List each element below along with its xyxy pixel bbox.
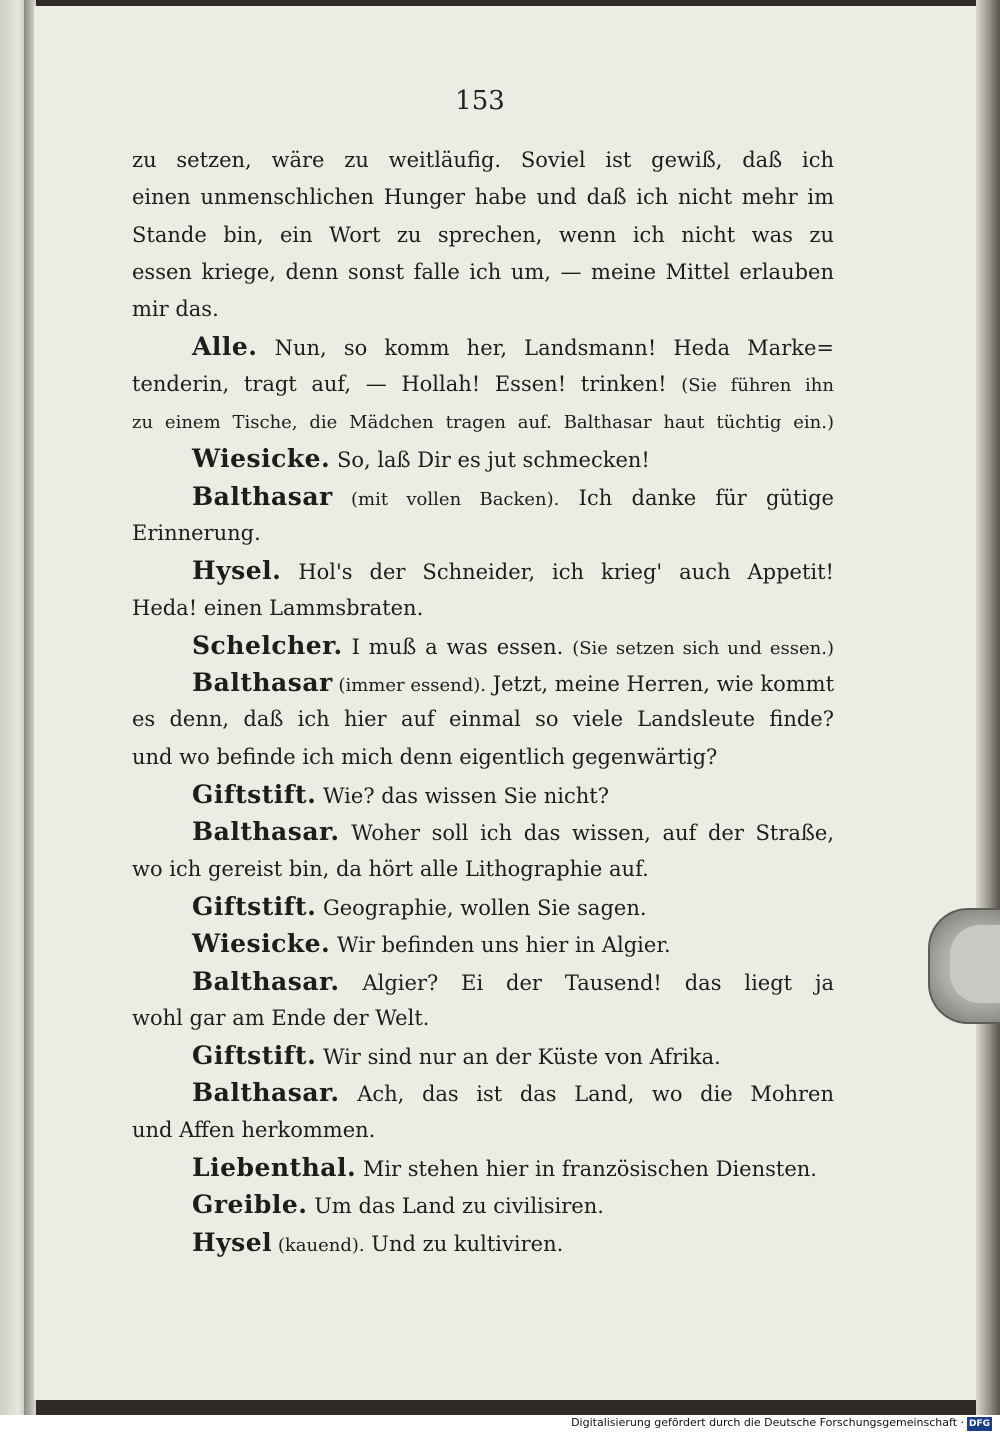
dialogue-text: essen kriege, denn sonst falle ich um, — meine Mittel erlauben (132, 259, 834, 284)
text-line (132, 515, 834, 552)
page-clip-inner (950, 925, 1000, 1003)
text-line (132, 1000, 834, 1037)
text-line (132, 739, 834, 776)
dialogue-text: Jetzt, meine Herren, wie kommt (485, 672, 834, 697)
speaker-name: Liebenthal. (192, 1153, 357, 1183)
speaker-name: Giftstift. (192, 891, 317, 921)
dialogue-text: wohl gar am Ende der Welt. (132, 1005, 430, 1030)
dialogue-text: zu setzen, wäre zu weitläufig. Soviel ist gewiß, daß ich (132, 148, 834, 172)
text-line (132, 1074, 834, 1111)
speaker-name: Balthasar (192, 668, 333, 698)
text-line (132, 1186, 834, 1223)
text-line (132, 328, 834, 365)
text-line (132, 1037, 834, 1074)
dialogue-text: Wir sind nur an der Küste von Afrika. (316, 1045, 721, 1070)
text-line (132, 366, 834, 403)
text-line (132, 478, 834, 515)
dialogue-text: So, laß Dir es jut schmecken! (330, 448, 650, 473)
text-line (132, 440, 834, 477)
dialogue-text: tenderin, tragt auf, — Hollah! Essen! trinken! (132, 371, 682, 396)
text-line (132, 1112, 834, 1149)
speaker-name: Wiesicke. (192, 929, 331, 959)
text-line (132, 291, 834, 328)
dialogue-text: einen unmenschlichen Hunger habe und daß ich nicht mehr im (132, 185, 834, 210)
page-number: 153 (455, 86, 505, 116)
dialogue-text: es denn, daß ich hier auf einmal so viele Landsleute finde? (132, 707, 834, 732)
speaker-name: Hysel (192, 1227, 273, 1257)
dialogue-text: Geographie, wollen Sie sagen. (316, 895, 647, 920)
dialogue-text: Um das Land zu civilisiren. (307, 1194, 604, 1219)
speaker-name: Balthasar. (192, 1078, 340, 1108)
body-text (132, 142, 834, 1261)
dfg-logo: DFG (968, 1419, 990, 1429)
text-line (132, 254, 834, 291)
dialogue-text: wo ich gereist bin, da hört alle Lithographie auf. (132, 856, 649, 881)
dialogue-text: Wie? das wissen Sie nicht? (316, 784, 609, 809)
text-line (132, 776, 834, 813)
dialogue-text: I muß a was essen. (342, 634, 573, 659)
text-line (132, 142, 834, 179)
text-line (132, 1149, 834, 1186)
text-line (132, 813, 834, 850)
digitization-credit: Digitalisierung gefördert durch die Deutsche Forschungsgemeinschaft · (571, 1416, 964, 1429)
page-edge-right (976, 0, 1000, 1415)
dialogue-text: und Affen herkommen. (132, 1117, 376, 1142)
dialogue-text: Ach, das ist das Land, wo die Mohren (339, 1082, 834, 1107)
dialogue-text: Algier? Ei der Tausend! das liegt ja (339, 970, 834, 995)
stage-direction: (Sie setzen sich und essen.) (572, 637, 834, 659)
stage-direction: (mit vollen Backen). (332, 488, 560, 510)
dialogue-text: Stande bin, ein Wort zu sprechen, wenn ich nicht was zu (132, 222, 834, 247)
stage-direction: zu einem Tische, die Mädchen tragen auf. Balthasar haut tüchtig ein.) (132, 412, 834, 434)
stage-direction: (immer essend). (332, 675, 486, 697)
text-line (132, 627, 834, 664)
stage-direction: (kauend). (272, 1234, 365, 1256)
text-line (132, 963, 834, 1000)
dialogue-text: und wo befinde ich mich denn eigentlich gegenwärtig? (132, 744, 718, 769)
dialogue-text: Hol's der Schneider, ich krieg' auch Appetit! (281, 560, 834, 585)
dialogue-text: Nun, so komm her, Landsmann! Heda Marke= (257, 336, 834, 361)
dialogue-text: Mir stehen hier in französischen Diensten. (356, 1157, 817, 1182)
speaker-name: Balthasar. (192, 966, 340, 996)
speaker-name: Balthasar (192, 481, 333, 511)
text-line (132, 925, 834, 962)
text-line (132, 179, 834, 216)
text-line (132, 851, 834, 888)
speaker-name: Hysel. (192, 556, 282, 586)
speaker-name: Alle. (192, 332, 258, 362)
dialogue-text: Heda! einen Lammsbraten. (132, 595, 424, 620)
dialogue-text: Erinnerung. (132, 520, 261, 545)
stage-direction: (Sie führen ihn (681, 374, 834, 396)
text-line (132, 888, 834, 925)
text-line (132, 664, 834, 701)
dialogue-text: Wir befinden uns hier in Algier. (330, 933, 671, 958)
speaker-name: Greible. (192, 1190, 308, 1220)
dialogue-text: Woher soll ich das wissen, auf der Straße, (339, 821, 834, 846)
dialogue-text: mir das. (132, 297, 219, 322)
footer-bar (0, 1415, 1000, 1434)
text-line (132, 403, 834, 440)
speaker-name: Balthasar. (192, 817, 340, 847)
dialogue-text: Und zu kultiviren. (364, 1231, 564, 1256)
text-line (132, 1224, 834, 1261)
speaker-name: Wiesicke. (192, 444, 331, 474)
speaker-name: Giftstift. (192, 1041, 317, 1071)
dialogue-text: Ich danke für gütige (559, 485, 834, 510)
text-line (132, 552, 834, 589)
text-line (132, 590, 834, 627)
speaker-name: Giftstift. (192, 780, 317, 810)
text-line (132, 701, 834, 738)
text-line (132, 217, 834, 254)
speaker-name: Schelcher. (192, 630, 343, 660)
